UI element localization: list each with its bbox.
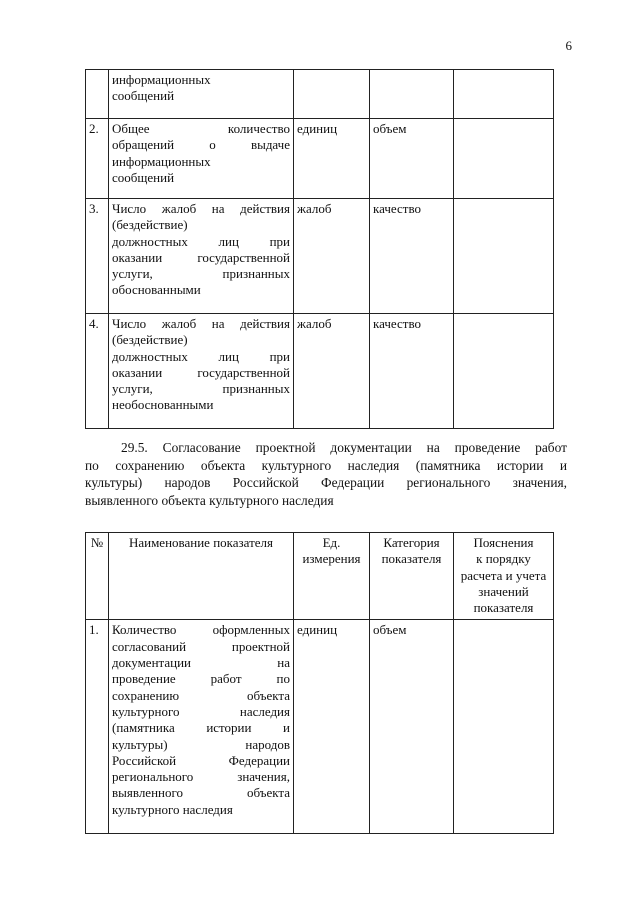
indicators-table-continued — [85, 69, 554, 429]
indicator-name-line: (бездействие) — [112, 332, 188, 348]
indicator-name-line: сообщений — [112, 88, 175, 104]
table-row — [86, 70, 554, 119]
indicator-category: качество — [370, 199, 454, 314]
unit-of-measure: единиц — [294, 620, 370, 834]
calculation-notes — [454, 314, 554, 429]
indicator-name-line: документации на — [112, 655, 290, 671]
row-number: 4. — [86, 314, 109, 429]
indicator-name-line: оказании государственной — [112, 364, 290, 380]
calculation-notes — [454, 199, 554, 314]
indicator-name — [109, 119, 294, 199]
indicator-name-line: Количество оформленных — [112, 622, 290, 638]
indicator-name-line: обращений о выдаче — [112, 137, 290, 153]
indicator-name-line: регионального значения, — [112, 769, 290, 785]
indicator-name-line: (бездействие) — [112, 217, 188, 233]
table-row — [86, 119, 554, 199]
indicator-name-line: информационных — [112, 153, 211, 169]
calculation-notes — [454, 620, 554, 834]
indicator-category: объем — [370, 119, 454, 199]
indicator-name-line: согласований проектной — [112, 638, 290, 654]
indicator-name-line: выявленного объекта — [112, 785, 290, 801]
header-notes-line: значений — [478, 583, 529, 599]
header-notes — [454, 533, 554, 620]
indicator-name-line: Российской Федерации — [112, 752, 290, 768]
section-heading-line: выявленного объекта культурного наследия — [85, 492, 334, 508]
header-number: № — [86, 533, 109, 620]
indicator-name-line: культурного наследия — [112, 801, 233, 817]
indicator-name-line: культурного наследия — [112, 703, 290, 719]
indicator-name — [109, 314, 294, 429]
header-unit — [294, 533, 370, 620]
calculation-notes — [454, 119, 554, 199]
header-notes-line: показателя — [473, 600, 534, 616]
row-number: 2. — [86, 119, 109, 199]
header-unit-line: измерения — [302, 551, 361, 567]
unit-of-measure: жалоб — [294, 314, 370, 429]
header-notes-line: к порядку — [476, 551, 531, 567]
indicator-name-line: сообщений — [112, 169, 175, 185]
indicator-name-line: услуги, признанных — [112, 381, 290, 397]
indicator-name-line: обоснованными — [112, 282, 201, 298]
calculation-notes — [454, 70, 554, 119]
indicator-name-line: (памятника истории и — [112, 720, 290, 736]
header-indicator-name: Наименование показателя — [109, 533, 294, 620]
section-heading-29-5 — [85, 439, 567, 509]
indicator-name — [109, 70, 294, 119]
header-category-line: Категория — [383, 535, 440, 550]
indicator-name — [109, 620, 294, 834]
unit-of-measure: жалоб — [294, 199, 370, 314]
indicators-table-body — [86, 620, 554, 834]
table-row — [86, 199, 554, 314]
indicator-name-line: сохранению объекта — [112, 687, 290, 703]
indicator-name-line: информационных — [112, 72, 211, 87]
indicator-name-line: Число жалоб на действия — [112, 316, 290, 331]
indicators-table-body — [86, 70, 554, 429]
page-number: 6 — [565, 38, 572, 53]
indicator-category: объем — [370, 620, 454, 834]
header-unit-line: Ед. — [322, 535, 341, 550]
unit-of-measure: единиц — [294, 119, 370, 199]
indicator-name-line: должностных лиц при — [112, 348, 290, 364]
indicator-name-line: Число жалоб на действия — [112, 201, 290, 216]
table-header-row — [86, 533, 554, 620]
unit-of-measure — [294, 70, 370, 119]
indicator-name-line: культуры) народов — [112, 736, 290, 752]
indicator-name-line: проведение работ по — [112, 671, 290, 687]
header-category-line: показателя — [381, 551, 442, 567]
indicator-category: качество — [370, 314, 454, 429]
indicator-name-line: необоснованными — [112, 397, 214, 413]
indicator-name-line: услуги, признанных — [112, 266, 290, 282]
indicator-name — [109, 199, 294, 314]
section-heading-line: по сохранению объекта культурного наследия (памятника истории и — [85, 457, 567, 473]
indicator-name-line: должностных лиц при — [112, 233, 290, 249]
section-heading-line: 29.5. Согласование проектной документации на проведение работ — [121, 440, 567, 455]
row-number: 3. — [86, 199, 109, 314]
header-notes-line: Пояснения — [473, 535, 534, 550]
table-row — [86, 620, 554, 834]
indicator-name-line: Общее количество — [112, 121, 290, 136]
indicators-table-29-5 — [85, 532, 554, 834]
header-notes-line: расчета и учета — [460, 567, 547, 583]
section-heading-line: культуры) народов Российской Федерации регионального значения, — [85, 475, 567, 490]
indicator-category — [370, 70, 454, 119]
table-row — [86, 314, 554, 429]
row-number — [86, 70, 109, 119]
row-number: 1. — [86, 620, 109, 834]
header-category — [370, 533, 454, 620]
indicator-name-line: оказании государственной — [112, 249, 290, 265]
